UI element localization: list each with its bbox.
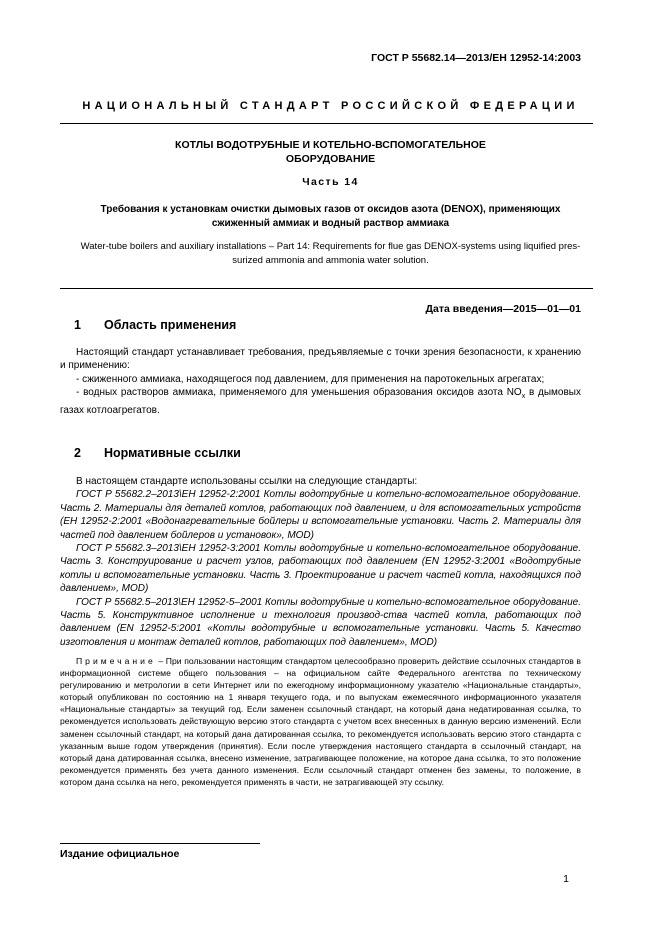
- note-label: Примечание: [76, 656, 156, 666]
- document-title: [100, 138, 561, 166]
- section-2-number: 2: [74, 446, 81, 460]
- title-line-1: КОТЛЫ ВОДОТРУБНЫЕ И КОТЕЛЬНО-ВСПОМОГАТЕЛЬНОЕ: [175, 139, 486, 151]
- subtitle-line-1: Требования к установкам очистки дымовых газов от оксидов азота (DENOX), применяющих: [100, 204, 561, 215]
- english-title: [66, 240, 595, 267]
- scope-item-ammonia-solution: [60, 386, 581, 417]
- section-1-heading: [74, 318, 236, 332]
- official-edition-label: Издание официальное: [60, 848, 180, 860]
- section-1-body: [60, 346, 581, 417]
- footer-divider: [60, 843, 260, 844]
- note-text: – При пользовании настоящим стандартом целесообразно проверить действие ссылочных стандартов в информационной системе общего пользования – на официальном сайте Федерального агентства по техническому регулированию и метрологии в сети Интернет или по ежегодному информационному указателю «Национальные стандарты», который опубликован по состоянию на 1 января текущего года, и по выпускам ежемесячного информационного указателя «Национальные стандарты» за текущий год. Если заменен ссылочный стандарт, на который дана недатированная ссылка, то рекомендуется использовать действующую версию этого стандарта с учетом всех внесенных в данную версию изменений. Если заменен ссылочный стандарт, на который дана датированная ссылка, то рекомендуется использовать версию этого стандарта с указанным выше годом утверждения (принятия). Если после утверждения настоящего стандарта в ссылочный стандарт, на который дана датированная ссылка, внесено изменение, затрагивающее положение, на которое дана ссылка, то это положение рекомендуется применять без учета данного изменения. Если ссылочный стандарт отменен без замены, то положение, в котором дана ссылка на него, рекомендуется применять в части, не затрагивающей эту ссылку.: [60, 656, 581, 787]
- document-code: ГОСТ Р 55682.14—2013/EH 12952-14:2003: [371, 52, 581, 64]
- references-note: [60, 655, 581, 788]
- national-standard-banner: НАЦИОНАЛЬНЫЙ СТАНДАРТ РОССИЙСКОЙ ФЕДЕРАЦИИ: [82, 100, 579, 112]
- section-1-title: Область применения: [104, 318, 237, 332]
- note-paragraph: [60, 655, 581, 788]
- section-2-heading: [74, 446, 241, 460]
- section-2-body: [60, 475, 581, 649]
- scope-paragraph: Настоящий стандарт устанавливает требования, предъявляемые с точки зрения безопасности, к хранению и применению:: [60, 347, 581, 372]
- top-divider: [60, 123, 593, 124]
- document-subtitle: [66, 203, 595, 231]
- reference-gost-55682-2: ГОСТ Р 55682.2–2013\ЕН 12952-2:2001 Котлы водотрубные и котельно-вспомогательное оборудование. Часть 2. Материалы для деталей котлов, работающих под давлением, и для вспомогательных устройств (EH 12952-2:2001 «Водонагревательные бойлеры и вспомогательные установки. Часть 2. Материалы для частей под давлением бойлеров и установок», MOD): [60, 489, 581, 541]
- scope-item-text: - водных растворов аммиака, применяемого для уменьшения образования оксидов азота NO: [76, 387, 522, 399]
- reference-gost-55682-3: ГОСТ Р 55682.3–2013\ЕН 12952-3:2001 Котлы водотрубные и котельно-вспомогательное оборудование. Часть 3. Конструирование и расчет узлов, работающих под давлением (EN 12952-3:2001 «Водотрубные котлы и вспомогательные установки. Часть 3. Проектирование и расчет частей котла, находящихся под давлением», MOD): [60, 543, 581, 595]
- title-divider: [60, 288, 593, 289]
- section-1-number: 1: [74, 318, 81, 332]
- subtitle-line-2: сжиженный аммиак и водный раствор аммиака: [211, 218, 450, 229]
- introduction-date: Дата введения—2015—01—01: [425, 303, 581, 315]
- subscript-x: x: [521, 393, 526, 401]
- scope-item-liquefied-ammonia: - сжиженного аммиака, находящегося под давлением, для применения на паротокельных агрегатах;: [76, 373, 545, 385]
- english-title-line-1: Water-tube boilers and auxiliary installations – Part 14: Requirements for flue gas DENOX-systems using liquified pres-: [80, 241, 581, 252]
- references-intro: В настоящем стандарте использованы ссылки на следующие стандарты:: [76, 476, 418, 487]
- page-number: 1: [563, 873, 569, 885]
- scope-item-text-end: в дымовых газах котлоагрегатов.: [60, 387, 581, 416]
- section-2-title: Нормативные ссылки: [104, 446, 241, 460]
- title-line-2: ОБОРУДОВАНИЕ: [285, 153, 376, 165]
- part-label: Часть 14: [302, 176, 359, 188]
- reference-gost-55682-5: ГОСТ Р 55682.5–2013\ЕН 12952-5–2001 Котлы водотрубные и котельно-вспомогательное оборудование. Часть 5. Конструктивное исполнение и технология производ-ства частей котла, работающих под давлением (EN 12952-5:2001 «Котлы водотрубные и вспомогательные установки. Часть 5. Качество изготовления и монтаж деталей котлов, работающих под давлением», MOD): [60, 596, 581, 648]
- english-title-line-2: surized ammonia and ammonia water solution.: [232, 254, 429, 266]
